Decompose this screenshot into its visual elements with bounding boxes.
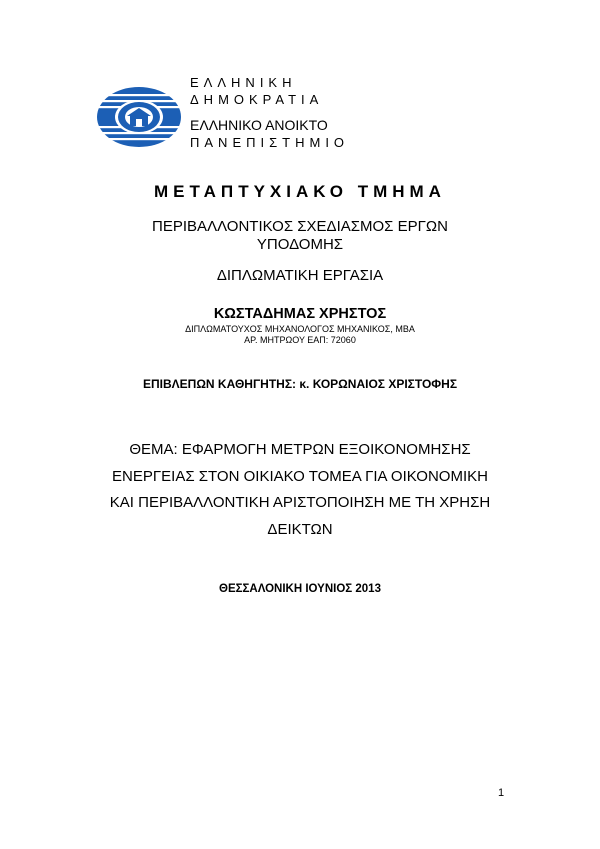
topic-line-3: ΚΑΙ ΠΕΡΙΒΑΛΛΟΝΤΙΚΗ ΑΡΙΣΤΟΠΟΙΗΣΗ ΜΕ ΤΗ ΧΡΗΣΗ bbox=[109, 494, 491, 511]
program-title-line-1: ΠΕΡΙΒΑΛΛΟΝΤΙΚΟΣ ΣΧΕΔΙΑΣΜΟΣ ΕΡΓΩΝ bbox=[152, 218, 448, 235]
topic-line-4: ΔΕΙΚΤΩΝ bbox=[267, 520, 333, 538]
author-details bbox=[0, 324, 600, 346]
logo-line-open: ΕΛΛΗΝΙΚΟ ΑΝΟΙΚΤΟ bbox=[190, 117, 328, 133]
logo-line-university: ΠΑΝΕΠΙΣΤΗΜΙΟ bbox=[190, 135, 350, 150]
thesis-type: ΔΙΠΛΩΜΑΤΙΚΗ ΕΡΓΑΣΙΑ bbox=[216, 267, 384, 284]
thesis-topic bbox=[0, 437, 600, 543]
logo-text bbox=[190, 76, 349, 153]
logo-line-democracy: ΔΗΜΟΚΡΑΤΙΑ bbox=[190, 92, 324, 107]
topic-line-2: ΕΝΕΡΓΕΙΑΣ ΣΤΟΝ ΟΙΚΙΑΚΟ ΤΟΜΕΑ ΓΙΑ ΟΙΚΟΝΟΜΙΚΗ bbox=[112, 467, 488, 485]
author-registry: ΑΡ. ΜΗΤΡΩΟΥ ΕΑΠ: 72060 bbox=[244, 335, 356, 345]
author-title: ΔΙΠΛΩΜΑΤΟΥΧΟΣ ΜΗΧΑΝΟΛΟΓΟΣ ΜΗΧΑΝΙΚΟΣ, ΜΒΑ bbox=[185, 324, 415, 334]
department-title: ΜΕΤΑΠΤΥΧΙΑΚΟ ΤΜΗΜΑ bbox=[154, 182, 446, 201]
place-date: ΘΕΣΣΑΛΟΝΙΚΗ ΙΟΥΝΙΟΣ 2013 bbox=[219, 583, 381, 595]
university-logo-icon bbox=[96, 86, 182, 148]
supervisor: ΕΠΙΒΛΕΠΩΝ ΚΑΘΗΓΗΤΗΣ: κ. ΚΟΡΩΝΑΙΟΣ ΧΡΙΣΤΟΦΗΣ bbox=[142, 377, 458, 391]
page-number: 1 bbox=[498, 787, 505, 799]
program-title-line-2: ΥΠΟΔΟΜΗΣ bbox=[256, 236, 344, 253]
logo-line-greek: ΕΛΛΗΝΙΚΗ bbox=[190, 75, 297, 90]
author-name: ΚΩΣΤΑΔΗΜΑΣ ΧΡΗΣΤΟΣ bbox=[213, 306, 387, 322]
program-title bbox=[0, 218, 600, 254]
topic-line-1: ΘΕΜΑ: ΕΦΑΡΜΟΓΗ ΜΕΤΡΩΝ ΕΞΟΙΚΟΝΟΜΗΣΗΣ bbox=[129, 441, 471, 458]
